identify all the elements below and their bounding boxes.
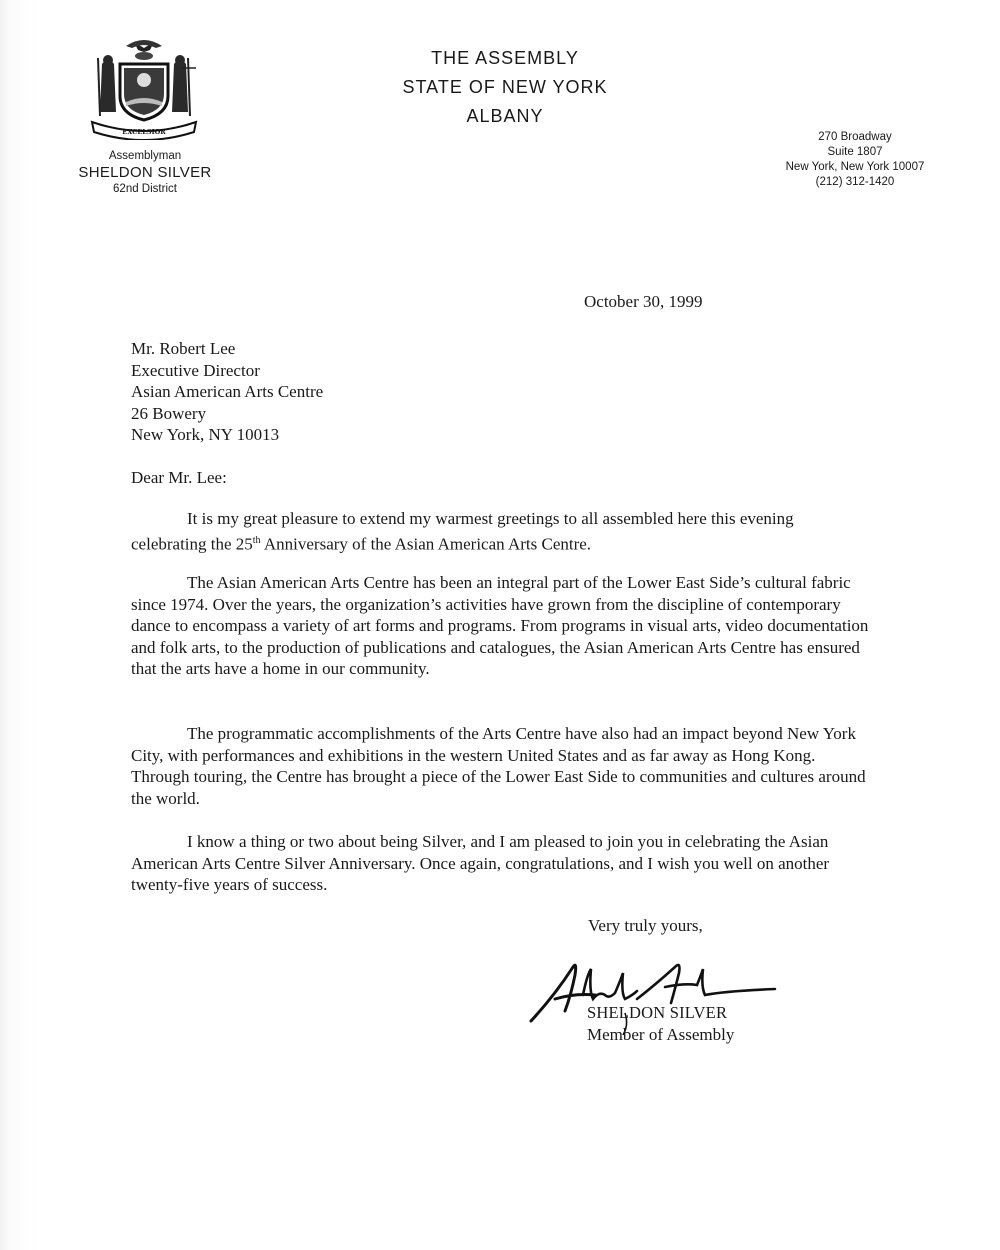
letterhead-line: THE ASSEMBLY — [431, 48, 579, 68]
recipient-line: Mr. Robert Lee — [131, 339, 236, 358]
paragraph-text: It is my great pleasure to extend my warmest greetings to all assembled here this evening celebrating the 25 — [131, 509, 794, 554]
signer-name: SHELDON SILVER — [587, 1003, 728, 1022]
member-name: SHELDON SILVER — [78, 164, 212, 181]
new-york-state-seal-icon — [88, 36, 200, 140]
letterhead-line: STATE OF NEW YORK — [402, 77, 608, 97]
letterhead-title — [330, 44, 680, 131]
seal-motto: EXCELSIOR — [122, 128, 166, 136]
recipient-line: Executive Director — [131, 360, 260, 380]
member-district: 62nd District — [113, 183, 177, 195]
address-line: 270 Broadway — [818, 131, 892, 143]
address-line: Suite 1807 — [827, 146, 883, 158]
address-line: New York, New York 10007 — [785, 161, 925, 173]
handwritten-signature — [525, 955, 785, 1035]
body-paragraph-2: The Asian American Arts Centre has been an integral part of the Lower East Side’s cultural fabric since 1974. Over the years, the organization’s activities have grown from the discipline of contemporary dance to encompass a variety of art forms and programs. From programs in visual arts, video documentation and folk arts, to the production of publications and catalogues, the Asian American Arts Centre has ensured that the arts have a home in our community. — [131, 573, 869, 678]
closing: Very truly yours, — [588, 916, 703, 935]
body-paragraph-3: The programmatic accomplishments of the Arts Centre have also had an impact beyond New York City, with performances and exhibitions in the western United States and as far away as Hong Kong. Through touring, the Centre has brought a piece of the Lower East Side to communities and cultures around the world. — [131, 724, 866, 808]
body-paragraph-4: I know a thing or two about being Silver, and I am pleased to join you in celebrating the Asian American Arts Centre Silver Anniversary. Once again, congratulations, and I wish you well on another twenty-five years of success. — [131, 832, 830, 894]
recipient-line: Asian American Arts Centre — [131, 382, 324, 401]
recipient-line: New York, NY 10013 — [131, 425, 280, 444]
member-header — [60, 149, 230, 197]
body-paragraph-1 — [131, 508, 871, 555]
office-address — [760, 130, 950, 190]
address-line: (212) 312-1420 — [815, 176, 895, 188]
letterhead-line: ALBANY — [466, 106, 544, 126]
letter-date: October 30, 1999 — [584, 292, 703, 311]
paragraph-text: Anniversary of the Asian American Arts Centre. — [260, 534, 592, 554]
ordinal-suffix: th — [252, 534, 261, 546]
recipient-block — [131, 338, 323, 446]
recipient-line: 26 Bowery — [131, 403, 207, 423]
signer-title: Member of Assembly — [587, 1025, 735, 1044]
member-title: Assemblyman — [108, 150, 182, 162]
salutation: Dear Mr. Lee: — [131, 468, 227, 487]
